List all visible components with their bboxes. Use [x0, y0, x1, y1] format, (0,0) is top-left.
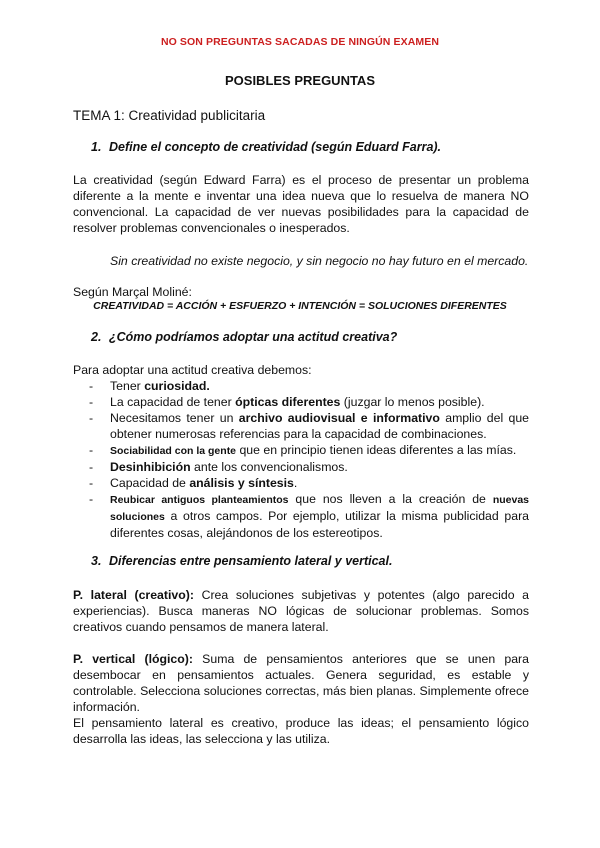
list-text: La capacidad de tener [110, 395, 236, 409]
list-text: que nos lleven a la creación de [288, 492, 493, 506]
question-1-text: Define el concepto de creatividad (según Eduard Farra). [109, 140, 442, 154]
list-text: ante los convencionalismos. [190, 460, 348, 474]
list-item [73, 442, 529, 459]
list-dash: - [89, 379, 94, 393]
list-bold: nuevas soluciones [110, 494, 529, 523]
list-dash: - [89, 460, 94, 474]
list-text: amplio del que obtener numerosas referencias para la capacidad de combinaciones. [110, 411, 530, 441]
disclaimer-header: NO SON PREGUNTAS SACADAS DE NINGÚN EXAMEN [160, 36, 440, 48]
list-dash: - [89, 476, 94, 490]
question-2-number: 2. [91, 330, 102, 344]
section-heading: TEMA 1: Creatividad publicitaria [73, 108, 266, 123]
list-bold: curiosidad. [144, 379, 210, 393]
vertical-label: P. vertical (lógico): [73, 652, 193, 666]
vertical-thinking-paragraph [73, 651, 529, 715]
list-item [73, 394, 529, 410]
list-text: Capacidad de [110, 476, 190, 490]
lateral-thinking-paragraph [73, 587, 529, 635]
list-dash: - [89, 411, 94, 425]
question-2-text: ¿Cómo podríamos adoptar una actitud creativa? [109, 330, 398, 344]
quote-attribution: Según Marçal Moliné: [73, 285, 192, 299]
question-3-text: Diferencias entre pensamiento lateral y vertical. [109, 554, 393, 568]
page-title: POSIBLES PREGUNTAS [224, 73, 375, 88]
list-item [73, 410, 529, 442]
list-bold: ópticas diferentes [235, 395, 341, 409]
question-2 [91, 330, 397, 344]
lateral-label: P. lateral (creativo): [73, 588, 194, 602]
question-1-answer: La creatividad (según Edward Farra) es el proceso de presentar un problema diferente a la mente e inventar una idea nueva que lo resuelva de manera NO convencional. La capacidad de ver nuevas posibilidades para la capacidad de resolver problemas convencionales o inesperados. [73, 173, 529, 235]
list-item [73, 491, 529, 541]
list-bold: análisis y síntesis [189, 476, 294, 490]
question-1-number: 1. [91, 140, 102, 154]
creativity-quote: Sin creatividad no existe negocio, y sin negocio no hay futuro en el mercado. [110, 254, 529, 268]
list-dash: - [89, 395, 94, 409]
list-bold: Sociabilidad con la gente [110, 445, 237, 457]
list-bold: Reubicar antiguos planteamientos [110, 494, 289, 506]
list-bold: Desinhibición [110, 460, 191, 474]
question-3-number: 3. [91, 554, 102, 568]
list-item [73, 475, 529, 491]
vertical-text: Suma de pensamientos anteriores que se unen para desembocar en pensamientos actuales. Genera seguridad, es estable y controlable. Selecciona soluciones correctas, más bien planas. Simplemente ofrece información. [73, 652, 529, 714]
list-text: Tener [110, 379, 145, 393]
list-bold: archivo audiovisual e informativo [238, 411, 440, 425]
creativity-formula: CREATIVIDAD = ACCIÓN + ESFUERZO + INTENCIÓN = SOLUCIONES DIFERENTES [93, 300, 507, 312]
list-text: . [293, 476, 298, 490]
question-3 [91, 554, 392, 568]
list-dash: - [89, 492, 94, 506]
closing-paragraph: El pensamiento lateral es creativo, produce las ideas; el pensamiento lógico desarrolla las ideas, las selecciona y las utiliza. [73, 716, 529, 746]
list-item [73, 459, 529, 475]
list-dash: - [89, 443, 94, 457]
list-text: a otros campos. Por ejemplo, utilizar la misma publicidad para diferentes cosas, alejándonos de los estereotipos. [110, 509, 529, 540]
attitude-list [73, 378, 529, 541]
question-1 [91, 140, 441, 154]
list-text: Necesitamos tener un [110, 411, 239, 425]
list-text: (juzgar lo menos posible). [340, 395, 485, 409]
list-item [73, 378, 529, 394]
list-text: que en principio tienen ideas diferentes a las mías. [236, 443, 517, 457]
question-2-intro: Para adoptar una actitud creativa debemos: [73, 363, 312, 377]
lateral-text: Crea soluciones subjetivas y potentes (algo parecido a experiencias). Busca maneras NO lógicas de solucionar problemas. Somos creativos cuando pensamos de manera lateral. [73, 588, 530, 634]
